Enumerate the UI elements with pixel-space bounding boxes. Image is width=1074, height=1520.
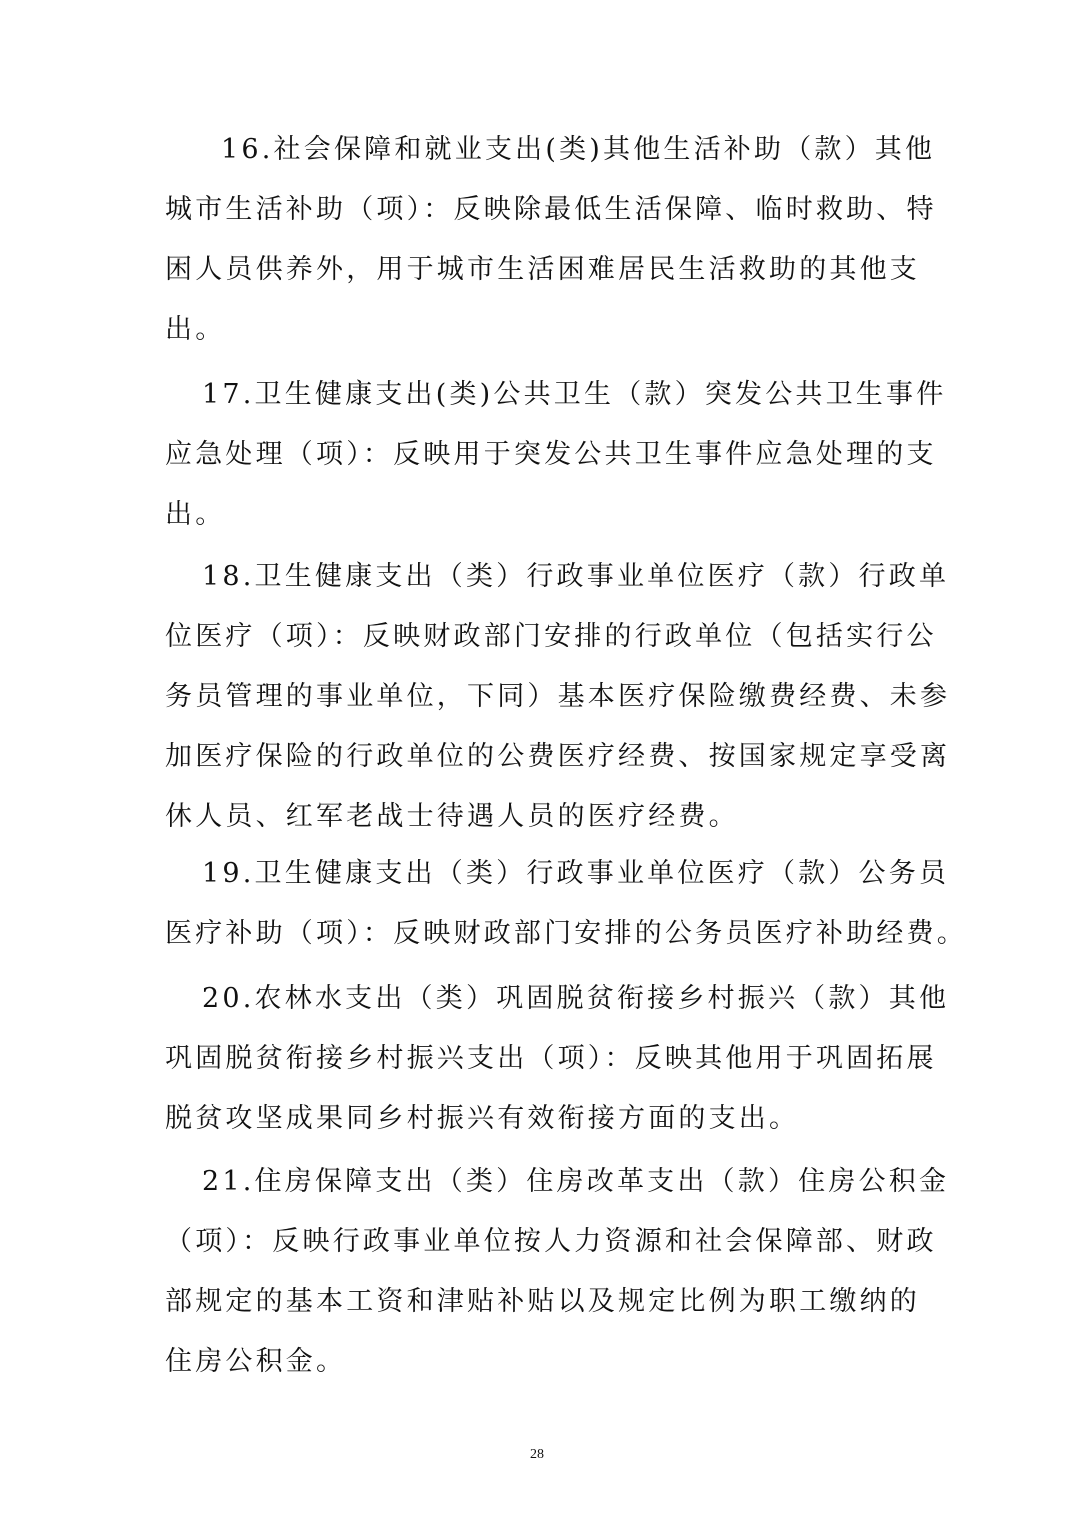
paragraph-line: 19.卫生健康支出（类）行政事业单位医疗（款）公务员 <box>202 858 950 889</box>
paragraph-line: （项）：反映行政事业单位按人力资源和社会保障部、财政 <box>165 1226 937 1257</box>
paragraph-line: 出。 <box>165 314 226 345</box>
paragraph-line: 18.卫生健康支出（类）行政事业单位医疗（款）行政单 <box>202 561 950 592</box>
paragraph-line: 出。 <box>165 499 226 530</box>
paragraph-line: 位医疗（项）：反映财政部门安排的行政单位（包括实行公 <box>165 621 937 652</box>
paragraph-line: 应急处理（项）：反映用于突发公共卫生事件应急处理的支 <box>165 439 937 470</box>
paragraph-17 <box>165 365 947 545</box>
paragraph-line: 住房公积金。 <box>165 1346 347 1377</box>
paragraph-19 <box>165 844 967 964</box>
paragraph-18 <box>165 547 951 847</box>
paragraph-line: 巩固脱贫衔接乡村振兴支出（项）：反映其他用于巩固拓展 <box>165 1043 937 1074</box>
paragraph-line: 21.住房保障支出（类）住房改革支出（款）住房公积金 <box>202 1166 950 1197</box>
paragraph-line: 脱贫攻坚成果同乡村振兴有效衔接方面的支出。 <box>165 1103 800 1134</box>
paragraph-line: 加医疗保险的行政单位的公费医疗经费、按国家规定享受离 <box>165 741 951 772</box>
paragraph-20 <box>165 969 950 1149</box>
paragraph-line: 20.农林水支出（类）巩固脱贫衔接乡村振兴（款）其他 <box>202 983 950 1014</box>
paragraph-line: 医疗补助（项）：反映财政部门安排的公务员医疗补助经费。 <box>165 918 967 949</box>
paragraph-line: 休人员、红军老战士待遇人员的医疗经费。 <box>165 801 739 832</box>
paragraph-line: 困人员供养外，用于城市生活困难居民生活救助的其他支 <box>165 254 920 285</box>
paragraph-16 <box>165 120 937 360</box>
paragraph-21 <box>165 1152 950 1392</box>
paragraph-line: 务员管理的事业单位，下同）基本医疗保险缴费经费、未参 <box>165 681 951 712</box>
paragraph-line: 城市生活补助（项）：反映除最低生活保障、临时救助、特 <box>165 194 937 225</box>
page-number: 28 <box>530 1447 544 1462</box>
paragraph-line: 16.社会保障和就业支出(类)其他生活补助（款）其他 <box>221 134 936 165</box>
paragraph-line: 部规定的基本工资和津贴补贴以及规定比例为职工缴纳的 <box>165 1286 920 1317</box>
paragraph-line: 17.卫生健康支出(类)公共卫生（款）突发公共卫生事件 <box>202 379 947 410</box>
